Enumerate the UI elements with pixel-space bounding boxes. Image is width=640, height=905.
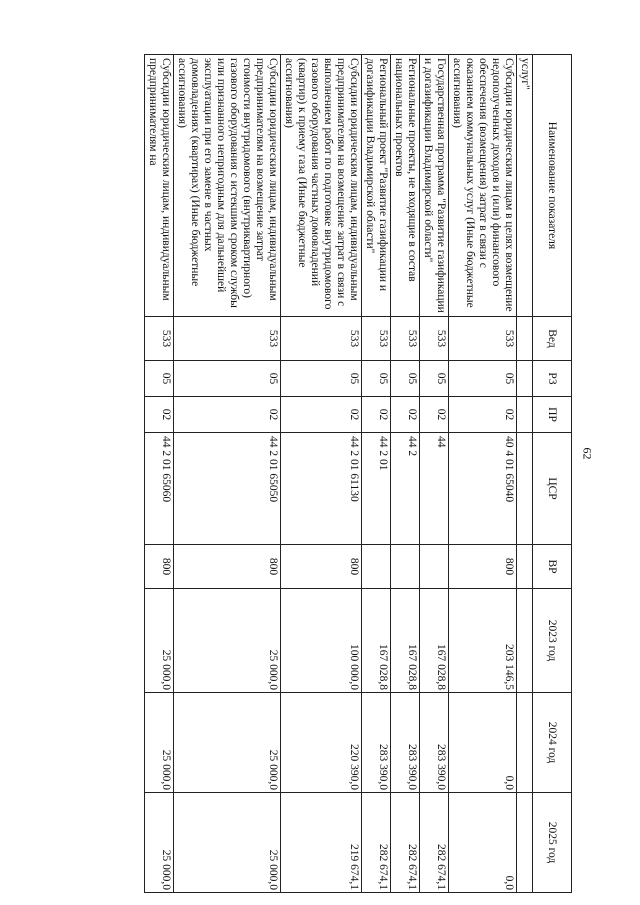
budget-table-sheet xyxy=(68,54,572,892)
table-row xyxy=(517,55,533,893)
cell-ved: 533 xyxy=(420,317,449,361)
cell-2023: 25 000,0 xyxy=(174,589,281,693)
cell-vr xyxy=(420,545,449,589)
cell-ved: 533 xyxy=(174,317,281,361)
header-name: Наименование показателя xyxy=(533,55,572,317)
cell-2025: 25 000,0 xyxy=(174,793,281,893)
cell-name: Государственная программа "Развитие газификации и догазификации Владимирской области" xyxy=(420,55,449,317)
cell-pr: 02 xyxy=(281,397,362,433)
cell-2025: 25 000,0 xyxy=(145,793,174,893)
cell-vr: 800 xyxy=(449,545,517,589)
cell-2024: 283 390,0 xyxy=(420,693,449,793)
cell-2024 xyxy=(517,693,533,793)
cell-pr: 02 xyxy=(174,397,281,433)
cell-2024: 283 390,0 xyxy=(391,693,420,793)
table-header-row xyxy=(533,55,572,893)
cell-2023: 167 028,8 xyxy=(362,589,391,693)
cell-name: Субсидии юридическим лицам, индивидуальным предпринимателям на xyxy=(145,55,174,317)
cell-csr: 40 4 01 65040 xyxy=(449,433,517,545)
header-vr: ВР xyxy=(533,545,572,589)
cell-vr: 800 xyxy=(145,545,174,589)
cell-2025: 282 674,1 xyxy=(420,793,449,893)
cell-vr xyxy=(362,545,391,589)
cell-pr: 02 xyxy=(391,397,420,433)
cell-rz: 05 xyxy=(174,361,281,397)
cell-2025: 282 674,1 xyxy=(362,793,391,893)
table-row xyxy=(391,55,420,893)
cell-name: Субсидии юридическим лицам, индивидуальным предпринимателям на возмещение затрат в связи с выполнением работ по подготовке внутридомового газового оборудования частных домовладений (квартир) к приему газа (Иные бюджетные ассигнования) xyxy=(281,55,362,317)
cell-csr: 44 2 01 65060 xyxy=(145,433,174,545)
cell-name: Субсидии юридическим лицам, индивидуальным предпринимателям на возмещение затрат стоимости внутридомового (внутриквартирного) газового оборудования с истекшим сроком службы или признанного непригодным для дальнейшей эксплуатации при его замене в частных домовладениях (квартирах) (Иные бюджетные ассигнования) xyxy=(174,55,281,317)
cell-2023: 167 028,8 xyxy=(420,589,449,693)
cell-csr: 44 2 01 65050 xyxy=(174,433,281,545)
table-row xyxy=(420,55,449,893)
cell-name: услуг" xyxy=(517,55,533,317)
cell-2023: 25 000,0 xyxy=(145,589,174,693)
header-ved: Вед xyxy=(533,317,572,361)
cell-rz: 05 xyxy=(420,361,449,397)
cell-pr xyxy=(517,397,533,433)
cell-2024: 283 390,0 xyxy=(362,693,391,793)
cell-vr: 800 xyxy=(281,545,362,589)
cell-2023: 167 028,8 xyxy=(391,589,420,693)
table-row xyxy=(174,55,281,893)
cell-rz: 05 xyxy=(281,361,362,397)
cell-2025: 282 674,1 xyxy=(391,793,420,893)
page-number: 62 xyxy=(580,447,595,460)
cell-rz: 05 xyxy=(362,361,391,397)
cell-rz: 05 xyxy=(449,361,517,397)
header-2023: 2023 год xyxy=(533,589,572,693)
table-row xyxy=(145,55,174,893)
cell-csr: 44 2 01 61130 xyxy=(281,433,362,545)
cell-name: Региональный проект "Развитие газификации и догазификации Владимирской области" xyxy=(362,55,391,317)
cell-pr: 02 xyxy=(145,397,174,433)
cell-ved: 533 xyxy=(391,317,420,361)
cell-ved: 533 xyxy=(449,317,517,361)
cell-name: Субсидии юридическим лицам в целях возмещение недополученных доходов и (или) финансового обеспечения (возмещения) затрат в связи с оказанием коммунальных услуг (Иные бюджетные ассигнования) xyxy=(449,55,517,317)
cell-rz xyxy=(517,361,533,397)
header-csr: ЦСР xyxy=(533,433,572,545)
table-row xyxy=(362,55,391,893)
cell-ved: 533 xyxy=(145,317,174,361)
header-rz: РЗ xyxy=(533,361,572,397)
cell-2025 xyxy=(517,793,533,893)
table-row xyxy=(281,55,362,893)
cell-2024: 0,0 xyxy=(449,693,517,793)
cell-csr: 44 2 xyxy=(391,433,420,545)
cell-ved xyxy=(517,317,533,361)
header-2025: 2025 год xyxy=(533,793,572,893)
cell-ved: 533 xyxy=(281,317,362,361)
cell-2024: 25 000,0 xyxy=(174,693,281,793)
cell-csr: 44 2 01 xyxy=(362,433,391,545)
cell-pr: 02 xyxy=(449,397,517,433)
cell-rz: 05 xyxy=(391,361,420,397)
cell-vr: 800 xyxy=(174,545,281,589)
header-pr: ПР xyxy=(533,397,572,433)
cell-ved: 533 xyxy=(362,317,391,361)
cell-2024: 25 000,0 xyxy=(145,693,174,793)
cell-pr: 02 xyxy=(420,397,449,433)
cell-csr xyxy=(517,433,533,545)
cell-vr xyxy=(391,545,420,589)
cell-vr xyxy=(517,545,533,589)
cell-2024: 220 390,0 xyxy=(281,693,362,793)
cell-rz: 05 xyxy=(145,361,174,397)
cell-csr: 44 xyxy=(420,433,449,545)
cell-2023: 100 000,0 xyxy=(281,589,362,693)
cell-2023 xyxy=(517,589,533,693)
cell-pr: 02 xyxy=(362,397,391,433)
cell-2025: 219 674,1 xyxy=(281,793,362,893)
header-2024: 2024 год xyxy=(533,693,572,793)
cell-2023: 203 146,5 xyxy=(449,589,517,693)
cell-name: Региональные проекты, не входящие в состав национальных проектов xyxy=(391,55,420,317)
cell-2025: 0,0 xyxy=(449,793,517,893)
budget-table xyxy=(144,54,572,893)
table-row xyxy=(449,55,517,893)
